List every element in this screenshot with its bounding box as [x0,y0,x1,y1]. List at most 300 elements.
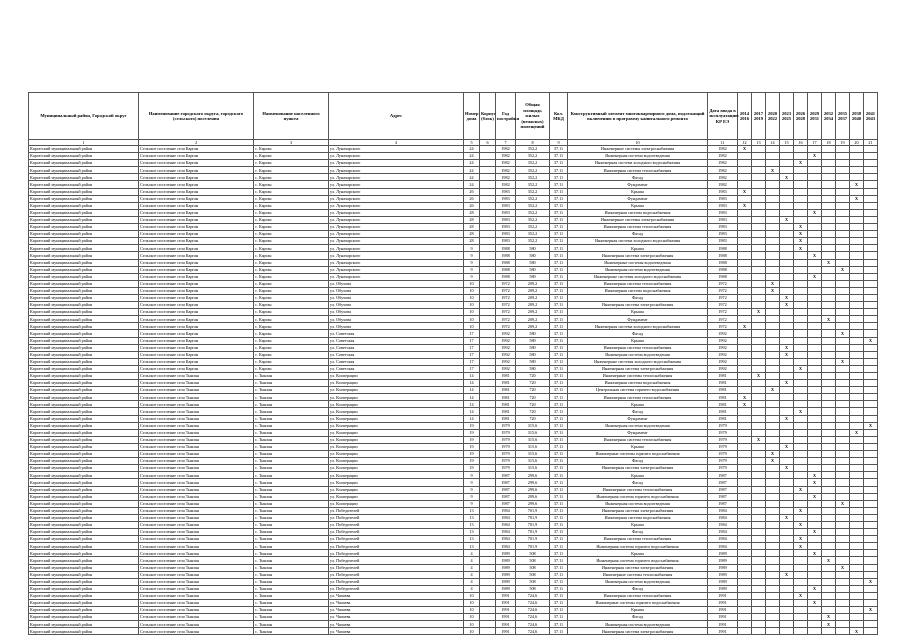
period-cell [738,600,752,607]
table-cell: с. Тынзан [254,465,329,472]
period-cell [822,401,836,408]
period-cell [822,181,836,188]
period-cell [836,387,850,394]
table-cell: 37.11 [550,351,568,358]
table-row [29,529,878,536]
table-cell [480,344,496,351]
period-cell [738,167,752,174]
table-cell: с. Тынзан [254,529,329,536]
table-row [29,458,878,465]
period-cell [752,188,766,195]
period-cell [752,351,766,358]
period-cell [850,167,864,174]
period-cell [766,146,780,153]
period-cell [780,188,794,195]
column-header: 2026 2028 [794,93,808,140]
table-row [29,479,878,486]
period-cell [864,231,878,238]
table-cell: Каргатский муниципальный район [29,153,139,160]
period-cell [836,365,850,372]
period-cell [780,550,794,557]
table-cell: Каргатский муниципальный район [29,174,139,181]
table-cell: Крыша [568,202,708,209]
period-cell [850,521,864,528]
period-cell [794,216,808,223]
table-cell: Каргатский муниципальный район [29,422,139,429]
table-cell: с. Тынзан [254,614,329,621]
period-cell [794,571,808,578]
period-cell [766,401,780,408]
table-cell: Каргатский муниципальный район [29,337,139,344]
table-cell: Каргатский муниципальный район [29,500,139,507]
period-cell [752,224,766,231]
period-cell [752,536,766,543]
period-cell [780,202,794,209]
period-mark: X [864,422,878,429]
table-cell: Каргатский муниципальный район [29,160,139,167]
period-cell [738,337,752,344]
table-cell: Сельское поселение села Карган [139,167,254,174]
table-cell: с. Тынзан [254,380,329,387]
period-cell [808,195,822,202]
table-cell: Крыша [568,443,708,450]
table-cell [480,451,496,458]
table-cell: Каргатский муниципальный район [29,443,139,450]
period-cell [766,422,780,429]
table-cell: Сельское поселение села Карган [139,337,254,344]
period-cell [780,585,794,592]
period-cell [836,443,850,450]
period-mark: X [766,280,780,287]
period-cell [794,472,808,479]
period-cell [780,259,794,266]
period-cell [738,543,752,550]
table-cell: с. Тынзан [254,373,329,380]
table-cell [480,330,496,337]
table-cell: Сельское поселение села Тынзан [139,465,254,472]
table-cell: 28 [464,216,480,223]
table-row [29,266,878,273]
period-cell [766,188,780,195]
period-cell [808,401,822,408]
table-cell: Инженерная система водоотведения [568,621,708,628]
period-cell [836,181,850,188]
table-cell: 352,2 [516,238,550,245]
table-cell: Крыша [568,521,708,528]
period-cell [822,373,836,380]
table-cell: Сельское поселение села Карган [139,287,254,294]
table-cell: 13 [464,543,480,550]
period-cell [752,323,766,330]
capital-repair-program-sheet [28,92,876,635]
period-cell [766,436,780,443]
period-cell [864,174,878,181]
period-cell [822,529,836,536]
period-cell [766,160,780,167]
table-cell: с. Тынзан [254,479,329,486]
table-cell: Сельское поселение села Тынзан [139,486,254,493]
table-cell: 37.11 [550,401,568,408]
table-cell: 1987 [708,486,738,493]
table-cell: 37.11 [550,408,568,415]
table-row [29,344,878,351]
period-cell [850,323,864,330]
table-cell: 37.11 [550,209,568,216]
period-cell [766,443,780,450]
period-cell [836,465,850,472]
table-cell: Инженерные системы горячего водоснабжения [568,600,708,607]
table-cell: Инженерная система холодного водоснабжения [568,323,708,330]
table-cell: с. Тынзан [254,578,329,585]
table-cell: 14 [464,394,480,401]
period-mark: X [780,514,794,521]
period-cell [850,188,864,195]
period-cell [864,472,878,479]
table-cell: 9 [464,252,480,259]
table-cell: 10 [464,621,480,628]
column-header: 2017 2019 [752,93,766,140]
table-cell: ул. Кооперации [329,408,464,415]
table-cell: 24 [464,174,480,181]
period-cell [766,202,780,209]
table-cell: 37.11 [550,394,568,401]
table-cell: Каргатский муниципальный район [29,507,139,514]
period-cell [850,365,864,372]
table-cell: 1984 [708,521,738,528]
period-mark: X [836,266,850,273]
period-cell [864,323,878,330]
period-cell [864,585,878,592]
period-cell [808,443,822,450]
period-cell [780,536,794,543]
table-cell: Сельское поселение села Карган [139,302,254,309]
table-cell: 315,6 [516,422,550,429]
period-cell [794,514,808,521]
table-cell: 580 [516,351,550,358]
table-cell: 1983 [708,238,738,245]
table-cell: Каргатский муниципальный район [29,429,139,436]
period-cell [766,302,780,309]
table-cell: Сельское поселение села Тынзан [139,380,254,387]
table-cell: ул. Кооперации [329,493,464,500]
table-cell: Сельское поселение села Карган [139,209,254,216]
period-cell [836,373,850,380]
period-cell [794,351,808,358]
period-cell [808,514,822,521]
table-cell: Инженерная система теплоснабжения [568,436,708,443]
table-cell: 1988 [708,273,738,280]
period-cell [780,231,794,238]
period-cell [850,351,864,358]
table-cell: ул. Кооперации [329,436,464,443]
table-cell: Сельское поселение села Карган [139,365,254,372]
period-cell [836,394,850,401]
period-cell [794,387,808,394]
period-cell [780,266,794,273]
table-cell: 37.11 [550,287,568,294]
period-cell [850,614,864,621]
table-cell: 1991 [496,628,516,635]
table-cell: 19 [464,465,480,472]
table-cell: 1991 [708,592,738,599]
table-cell [480,514,496,521]
period-cell [864,479,878,486]
column-number: 7 [496,140,516,146]
period-cell [752,500,766,507]
period-cell [808,564,822,571]
period-cell [850,557,864,564]
period-cell [808,309,822,316]
table-cell: 1983 [496,209,516,216]
period-cell [766,252,780,259]
table-cell [480,436,496,443]
table-cell: 724,6 [516,592,550,599]
period-cell [850,465,864,472]
table-cell: Каргатский муниципальный район [29,146,139,153]
table-cell: с. Карган [254,302,329,309]
period-mark: X [780,216,794,223]
period-cell [794,429,808,436]
period-cell [752,181,766,188]
period-cell [780,621,794,628]
period-cell [752,607,766,614]
period-cell [738,302,752,309]
period-cell [752,365,766,372]
table-cell: 1983 [496,195,516,202]
table-row [29,472,878,479]
period-cell [822,600,836,607]
period-cell [850,600,864,607]
period-cell [808,571,822,578]
table-cell: 580 [516,266,550,273]
period-cell [738,351,752,358]
table-cell: с. Карган [254,344,329,351]
period-cell [822,337,836,344]
period-cell [808,330,822,337]
period-cell [752,401,766,408]
period-mark: X [794,160,808,167]
table-cell: Инженерная система электроснабжения [568,507,708,514]
table-cell: 1972 [708,302,738,309]
table-cell: Каргатский муниципальный район [29,571,139,578]
table-cell: Каргатский муниципальный район [29,167,139,174]
table-cell: 1989 [708,564,738,571]
table-cell: ул. Победителей [329,578,464,585]
period-cell [836,351,850,358]
table-cell [480,266,496,273]
table-cell: 1983 [496,216,516,223]
table-cell: 1988 [496,252,516,259]
period-cell [836,422,850,429]
period-cell [850,245,864,252]
table-cell: 352,2 [516,224,550,231]
table-cell: 14 [464,387,480,394]
period-cell [822,458,836,465]
period-cell [864,380,878,387]
period-cell [794,458,808,465]
table-cell: 1989 [708,550,738,557]
period-cell [766,394,780,401]
table-cell: с. Карган [254,358,329,365]
table-row [29,408,878,415]
table-cell: 37.11 [550,216,568,223]
period-cell [822,160,836,167]
period-cell [822,443,836,450]
period-cell [864,373,878,380]
table-row [29,394,878,401]
table-cell: ул. Луначарского [329,266,464,273]
period-cell [808,387,822,394]
period-cell [738,408,752,415]
period-cell [738,238,752,245]
table-row [29,280,878,287]
table-cell: ул. Луначарского [329,245,464,252]
table-cell: 209,2 [516,323,550,330]
table-cell: 1972 [708,280,738,287]
table-cell: ул. Кооперации [329,380,464,387]
table-cell: Каргатский муниципальный район [29,521,139,528]
period-cell [822,174,836,181]
table-cell: ул. Чапаева [329,592,464,599]
column-header: 2038 2040 [850,93,864,140]
table-row [29,387,878,394]
table-row [29,330,878,337]
period-cell [836,188,850,195]
table-cell: Сельское поселение села Тынзан [139,571,254,578]
period-cell [752,543,766,550]
table-cell: 1972 [708,309,738,316]
period-mark: X [752,309,766,316]
period-cell [850,500,864,507]
period-cell [766,557,780,564]
table-cell: Каргатский муниципальный район [29,614,139,621]
table-cell: Инженерная система электроснабжения [568,302,708,309]
period-cell [794,358,808,365]
period-cell [794,628,808,635]
table-cell [480,429,496,436]
table-cell: 13 [464,521,480,528]
period-cell [836,415,850,422]
table-cell: 37.11 [550,543,568,550]
table-cell: 4 [464,550,480,557]
table-cell: Каргатский муниципальный район [29,344,139,351]
table-cell [480,273,496,280]
period-mark: X [808,585,822,592]
period-mark: X [864,337,878,344]
table-cell: 37.11 [550,174,568,181]
table-cell: 1987 [708,479,738,486]
period-cell [864,273,878,280]
period-cell [822,245,836,252]
period-cell [850,337,864,344]
period-cell [850,493,864,500]
table-cell: 1987 [496,500,516,507]
table-cell [480,167,496,174]
table-cell: 1982 [708,167,738,174]
period-cell [850,536,864,543]
table-row [29,316,878,323]
period-cell [822,323,836,330]
table-cell: ул. Советская [329,337,464,344]
table-cell: Каргатский муниципальный район [29,628,139,635]
table-cell: Каргатский муниципальный район [29,394,139,401]
table-cell: 299,6 [516,472,550,479]
period-mark: X [850,628,864,635]
table-cell: Инженерная система водоотведения [568,351,708,358]
table-cell: Сельское поселение села Карган [139,238,254,245]
table-cell [480,309,496,316]
period-cell [864,202,878,209]
period-cell [766,294,780,301]
table-cell: 19 [464,422,480,429]
column-header: 2014 2016 [738,93,752,140]
table-cell: Сельское поселение села Тынзан [139,458,254,465]
table-cell: 724,6 [516,628,550,635]
table-cell: 352,2 [516,174,550,181]
table-cell: Каргатский муниципальный район [29,408,139,415]
period-cell [808,507,822,514]
period-cell [808,415,822,422]
table-cell: Каргатский муниципальный район [29,536,139,543]
period-cell [794,294,808,301]
table-cell: Каргатский муниципальный район [29,365,139,372]
table-cell: 1983 [496,231,516,238]
table-cell: 1983 [708,188,738,195]
period-cell [738,344,752,351]
period-cell [836,493,850,500]
table-cell: 1979 [708,443,738,450]
table-cell: Крыша [568,401,708,408]
period-cell [822,387,836,394]
table-row [29,309,878,316]
period-cell [738,380,752,387]
period-cell [738,592,752,599]
period-cell [822,266,836,273]
table-cell [480,550,496,557]
period-cell [808,316,822,323]
table-cell: Инженерные системы холодного водоснабжения [568,358,708,365]
table-cell: с. Карган [254,202,329,209]
period-cell [738,429,752,436]
table-cell: 37.11 [550,358,568,365]
table-cell: Сельское поселение села Тынзан [139,415,254,422]
period-mark: X [808,550,822,557]
table-cell: Каргатский муниципальный район [29,401,139,408]
period-cell [836,302,850,309]
table-cell: 1988 [496,273,516,280]
table-cell: 1981 [496,380,516,387]
table-cell: 37.11 [550,443,568,450]
table-cell: ул. Победителей [329,585,464,592]
period-cell [864,238,878,245]
period-cell [738,550,752,557]
table-cell: 37.11 [550,592,568,599]
table-cell [480,287,496,294]
period-cell [822,607,836,614]
table-cell: 37.11 [550,245,568,252]
period-cell [822,224,836,231]
table-cell: 9 [464,500,480,507]
table-cell: Сельское поселение села Тынзан [139,373,254,380]
table-cell: 352,2 [516,195,550,202]
column-number: 21 [864,140,878,146]
period-cell [864,408,878,415]
period-cell [864,592,878,599]
table-cell: 1992 [496,344,516,351]
table-cell: ул. Кооперации [329,472,464,479]
table-cell: Сельское поселение села Тынзан [139,436,254,443]
period-cell [864,507,878,514]
